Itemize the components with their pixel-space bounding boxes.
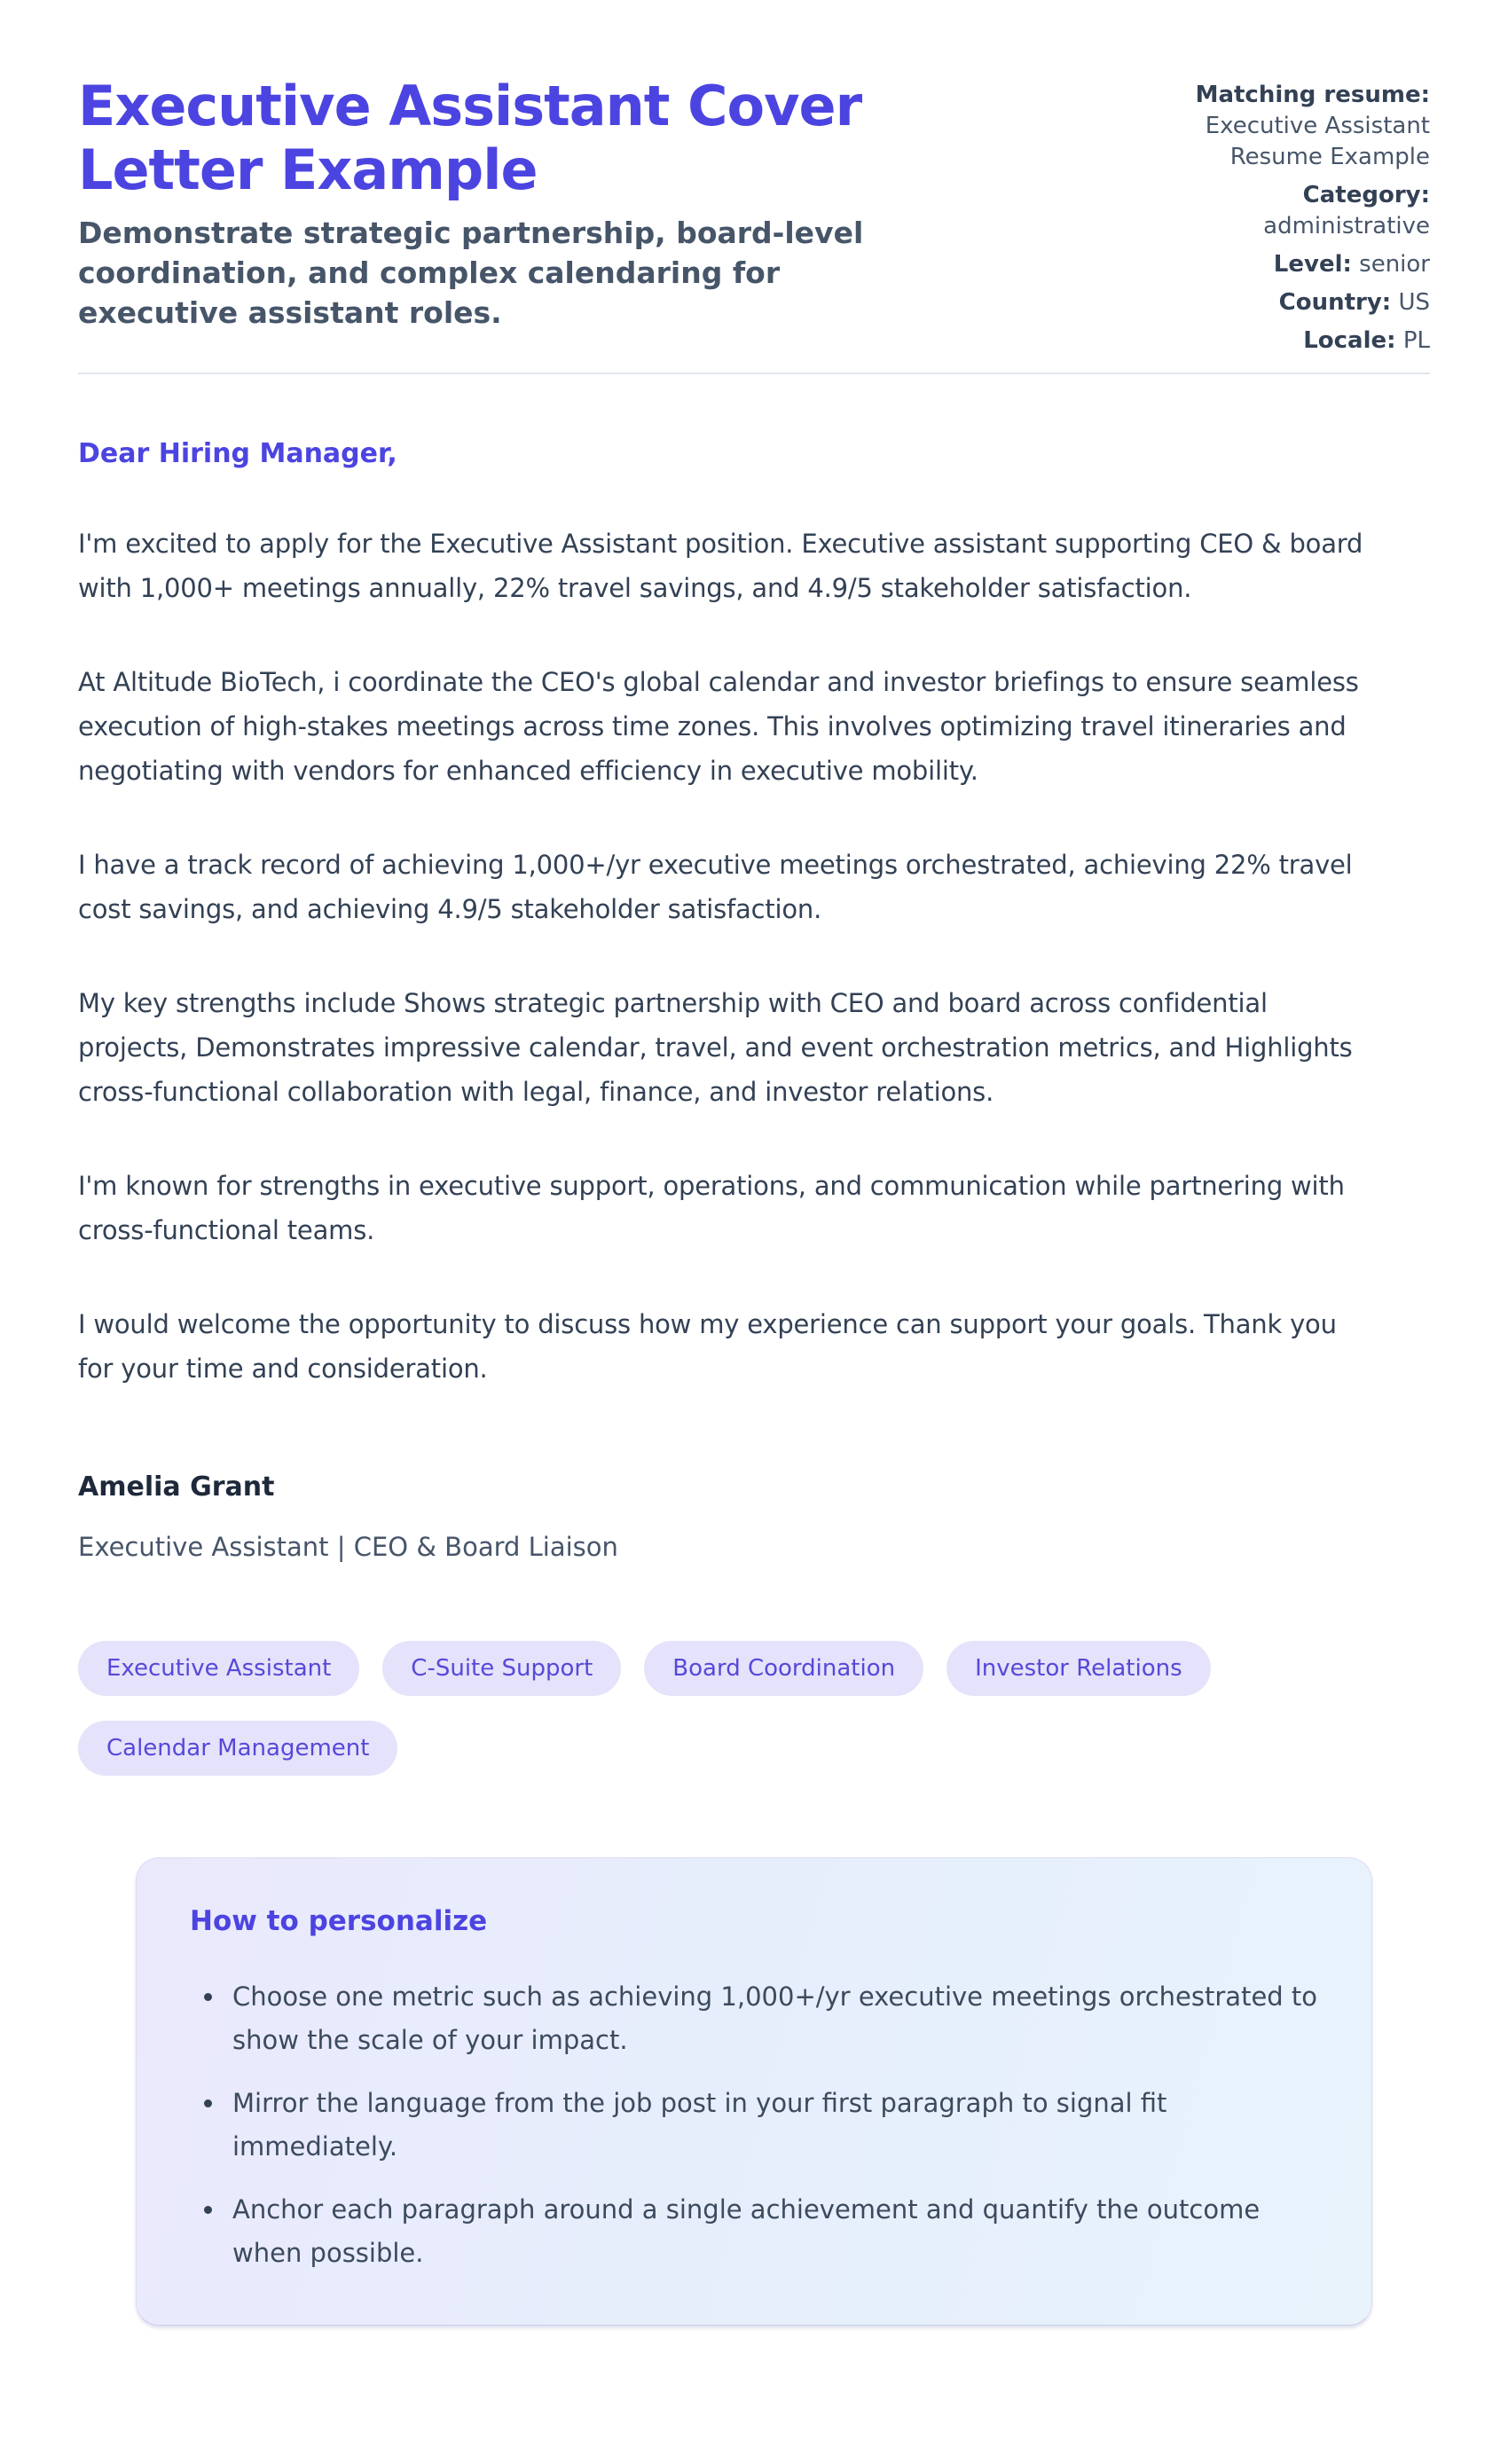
letter-paragraph: I'm excited to apply for the Executive Assistant position. Executive assistant supporting CEO & board with 1,000+ meetings annually, 22% travel savings, and 4.9/5 stakeholder satisfaction. — [78, 529, 1363, 603]
matching-resume-link[interactable]: Executive Assistant Resume Example — [1205, 113, 1430, 170]
meta-label: Level: — [1273, 251, 1352, 278]
page-subtitle: Demonstrate strategic partnership, board-level coordination, and complex calendaring for executive assistant roles. — [78, 216, 864, 330]
tag-chip-board-coordination[interactable]: Board Coordination — [644, 1641, 923, 1696]
personalize-tip-list — [190, 1975, 1318, 2275]
meta-country — [1155, 287, 1430, 318]
salutation: Dear Hiring Manager, — [78, 438, 397, 469]
cover-letter-body — [78, 436, 1378, 1565]
meta-value: administrative — [1263, 213, 1430, 239]
meta-label: Locale: — [1303, 327, 1396, 354]
personalize-tip: Mirror the language from the job post in your first paragraph to signal fit immediately. — [190, 2082, 1318, 2169]
tag-list — [78, 1641, 1249, 1776]
signature-name: Amelia Grant — [78, 1471, 275, 1503]
header — [78, 75, 1430, 364]
personalize-box — [136, 1857, 1372, 2326]
personalize-heading: How to personalize — [190, 1905, 488, 1937]
letter-paragraph: I'm known for strengths in executive support, operations, and communication while partnering with cross-functional teams. — [78, 1171, 1345, 1245]
signature-role: Executive Assistant | CEO & Board Liaison — [78, 1532, 618, 1562]
meta-category — [1155, 180, 1430, 242]
tag-chip-investor-relations[interactable]: Investor Relations — [946, 1641, 1211, 1696]
title-block — [78, 75, 1063, 333]
meta-level — [1155, 249, 1430, 280]
personalize-tip: Choose one metric such as achieving 1,000+/yr executive meetings orchestrated to show the scale of your impact. — [190, 1975, 1318, 2062]
meta-label: Country: — [1278, 289, 1392, 316]
meta-value: senior — [1359, 251, 1430, 278]
letter-paragraph: I have a track record of achieving 1,000+/yr executive meetings orchestrated, achieving 22% travel cost savings, and achieving 4.9/5 stakeholder satisfaction. — [78, 850, 1353, 924]
meta-value: US — [1398, 289, 1430, 316]
tag-chip-executive-assistant[interactable]: Executive Assistant — [78, 1641, 359, 1696]
meta-matching-resume — [1155, 80, 1430, 173]
letter-paragraph: I would welcome the opportunity to discuss how my experience can support your goals. Thank you for your time and consideration. — [78, 1309, 1337, 1384]
divider — [78, 373, 1430, 374]
tag-chip-calendar-management[interactable]: Calendar Management — [78, 1721, 397, 1776]
letter-paragraph: At Altitude BioTech, i coordinate the CEO's global calendar and investor briefings to ensure seamless execution of high-stakes meetings across time zones. This involves optimizing travel itineraries and negotiating with vendors for enhanced efficiency in executive mobility. — [78, 667, 1359, 786]
tag-chip-c-suite-support[interactable]: C-Suite Support — [382, 1641, 621, 1696]
page-title: Executive Assistant Cover Letter Example — [78, 74, 862, 202]
meta-label: Category: — [1302, 182, 1430, 208]
meta-locale — [1155, 326, 1430, 357]
meta-panel — [1155, 75, 1430, 364]
meta-value: PL — [1402, 327, 1430, 354]
meta-label: Matching resume: — [1195, 82, 1430, 108]
personalize-tip: Anchor each paragraph around a single achievement and quantify the outcome when possible. — [190, 2188, 1318, 2275]
letter-paragraph: My key strengths include Shows strategic partnership with CEO and board across confidential projects, Demonstrates impressive calendar, travel, and event orchestration metrics, and Highlights cross-functional collaboration with legal, finance, and investor relations. — [78, 988, 1353, 1107]
